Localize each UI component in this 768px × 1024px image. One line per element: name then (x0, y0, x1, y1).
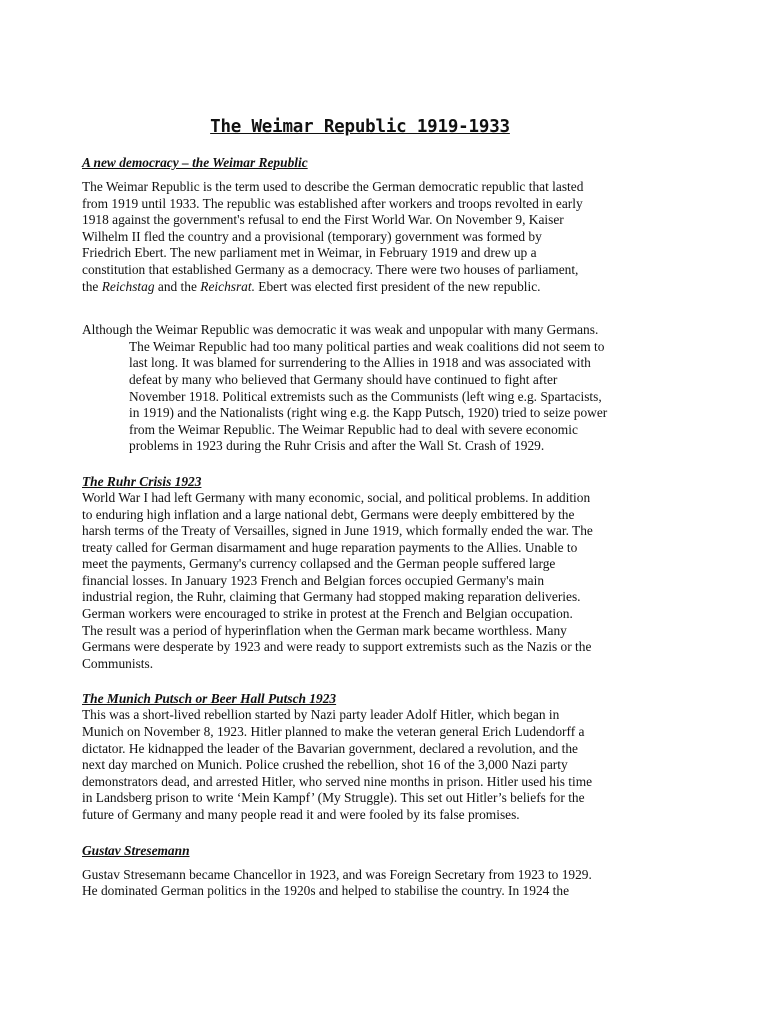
paragraph-weimar-intro (82, 179, 662, 295)
text-line: industrial region, the Ruhr, claiming that Germany had stopped making reparation deliveries. (82, 589, 581, 605)
paragraph-ruhr-crisis (82, 490, 662, 673)
spacer (82, 171, 662, 179)
text-line: He dominated German politics in the 1920s and helped to stabilise the country. In 1924 the (82, 883, 570, 899)
text-line: future of Germany and many people read it and were fooled by its false promises. (82, 807, 520, 822)
text-line: German workers were encouraged to strike in protest at the French and Belgian occupation. (82, 606, 573, 622)
section-heading: The Ruhr Crisis 1923 (82, 473, 202, 489)
spacer (82, 859, 662, 867)
spacer (82, 824, 662, 842)
text-line: in 1919) and the Nationalists (right wing e.g. the Kapp Putsch, 1920) tried to seize power (129, 405, 608, 421)
text-fragment: the (82, 278, 102, 294)
text-fragment: and the (154, 278, 201, 294)
text-line: The result was a period of hyperinflation when the German mark became worthless. Many (82, 622, 567, 638)
text-line: harsh terms of the Treaty of Versailles, signed in June 1919, which formally ended the war. The (82, 523, 593, 539)
text-line: World War I had left Germany with many economic, social, and political problems. In addition (82, 489, 591, 505)
text-line: to enduring high inflation and a large national debt, Germans were deeply embittered by the (82, 506, 575, 522)
section-munich-putsch (82, 690, 662, 823)
text-line: problems in 1923 during the Ruhr Crisis and after the Wall St. Crash of 1929. (129, 438, 545, 454)
text-line: dictator. He kidnapped the leader of the Bavarian government, declared a revolution, and the (82, 740, 579, 756)
text-line: Germans were desperate by 1923 and were ready to support extremists such as the Nazis or the (82, 639, 592, 655)
text-fragment: Ebert was elected first president of the new republic. (254, 278, 541, 294)
text-line: in Landsberg prison to write ‘Mein Kampf’ (My Struggle). This set out Hitler’s beliefs for the (82, 790, 585, 806)
text-line: November 1918. Political extremists such as the Communists (left wing e.g. Spartacists, (129, 388, 602, 404)
text-line: Communists. (82, 655, 154, 671)
text-line: treaty called for German disarmament and huge reparation payments to the Allies. Unable to (82, 539, 578, 555)
paragraph-stresemann (82, 867, 662, 900)
text-line: next day marched on Munich. Police crushed the rebellion, shot 16 of the 3,000 Nazi party (82, 757, 568, 773)
section-heading: A new democracy – the Weimar Republic (82, 155, 308, 170)
spacer (82, 455, 662, 473)
reichstag-term: Reichstag (101, 278, 155, 294)
text-line: last long. It was blamed for surrendering to the Allies in 1918 and was associated with (129, 355, 591, 371)
text-line: 1918 against the government's refusal to end the First World War. On November 9, Kaiser (82, 212, 564, 228)
section-heading: The Munich Putsch or Beer Hall Putsch 1923 (82, 691, 337, 707)
section-heading: Gustav Stresemann (82, 842, 190, 858)
text-line: This was a short-lived rebellion started by Nazi party leader Adolf Hitler, which began in (82, 707, 560, 723)
reichsrat-term: Reichsrat. (200, 278, 255, 294)
text-line: The Weimar Republic had too many political parties and weak coalitions did not seem to (129, 338, 605, 354)
text-line: The Weimar Republic is the term used to describe the German democratic republic that lasted (82, 179, 584, 194)
text-line: financial losses. In January 1923 French and Belgian forces occupied Germany's main (82, 572, 545, 588)
paragraph-weimar-weakness (82, 322, 662, 455)
text-line: Although the Weimar Republic was democratic it was weak and unpopular with many Germans. (82, 322, 599, 338)
text-line: demonstrators dead, and arrested Hitler, who served nine months in prison. Hitler used his time (82, 773, 593, 789)
spacer (82, 672, 662, 690)
text-line: from 1919 until 1933. The republic was established after workers and troops revolted in early (82, 195, 583, 211)
text-line: defeat by many who believed that Germany should have continued to fight after (129, 371, 558, 387)
document-page (82, 116, 662, 900)
section-new-democracy (82, 154, 662, 455)
document-title: The Weimar Republic 1919-1933 (210, 117, 510, 137)
text-line: Gustav Stresemann became Chancellor in 1923, and was Foreign Secretary from 1923 to 1929. (82, 866, 592, 882)
text-line: constitution that established Germany as a democracy. There were two houses of parliament, (82, 261, 579, 277)
spacer (82, 295, 662, 322)
section-ruhr-crisis (82, 473, 662, 673)
paragraph-munich-putsch (82, 707, 662, 823)
text-line: from the Weimar Republic. The Weimar Republic had to deal with severe economic (129, 421, 578, 437)
text-line: Friedrich Ebert. The new parliament met in Weimar, in February 1919 and drew up a (82, 245, 537, 261)
text-line: meet the payments, Germany's currency collapsed and the German people suffered large (82, 556, 556, 572)
text-line: Munich on November 8, 1923. Hitler planned to make the veteran general Erich Ludendorff a (82, 724, 585, 740)
text-line: Wilhelm II fled the country and a provisional (temporary) government was formed by (82, 228, 542, 244)
text-line (82, 279, 662, 296)
section-stresemann (82, 842, 662, 900)
